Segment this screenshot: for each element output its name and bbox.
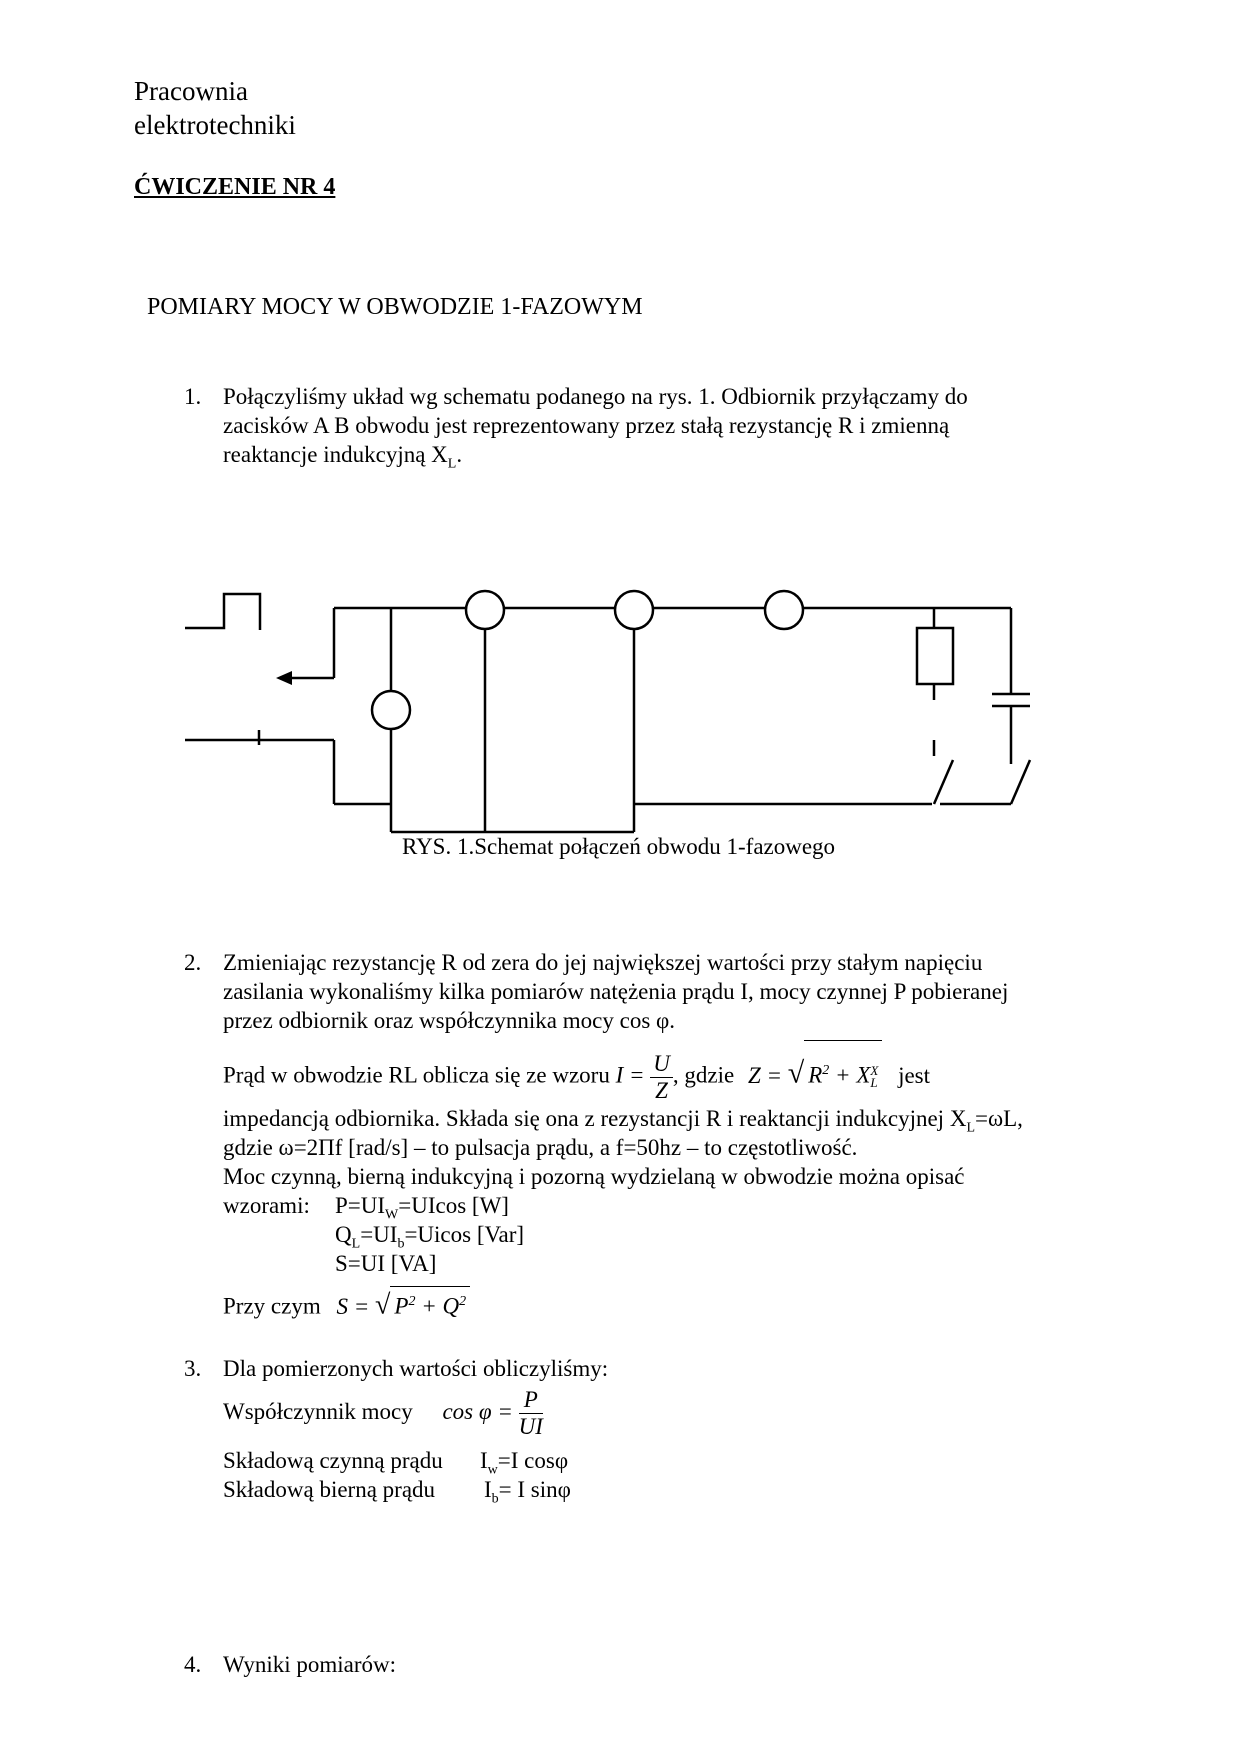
- current-formula-line: Prąd w obwodzie RL oblicza się ze wzoru I = $\frac{U}{Z}$ , gdzie Z = √ $R^2 + X$ X L jest: [223, 1040, 930, 1106]
- figure-caption: RYS. 1.Schemat połączeń obwodu 1-fazowego: [402, 834, 836, 859]
- apparent-power-sqrt: $P^2 + Q^2$: [390, 1286, 470, 1321]
- p-formula: $P=UI_W=UIcos$ [W]: [335, 1193, 509, 1223]
- resistor-symbol: [917, 628, 953, 684]
- section2-line1: Zmieniając rezystancję R od zera do jej największej wartości przy stałym napięciu: [223, 950, 983, 975]
- section1-line1: Połączyliśmy układ wg schematu podanego na rys. 1. Odbiornik przyłączamy do: [223, 384, 968, 409]
- lab-name-line1: Pracownia: [134, 76, 248, 106]
- section2-line7: Moc czynną, bierną indukcyjną i pozorną wydzielaną w obwodzie można opisać: [223, 1164, 965, 1189]
- meter-circle-3: [765, 591, 803, 629]
- switch-r: [934, 760, 953, 804]
- meter-circle-voltmeter: [372, 691, 410, 729]
- power-factor-line: Współczynnik mocy cos φ = $\frac{P}{UI}$: [223, 1387, 543, 1440]
- section2-number: 2.: [184, 950, 202, 975]
- wzorami-label: wzorami:: [223, 1193, 310, 1218]
- section3-line1: Dla pomierzonych wartości obliczyliśmy:: [223, 1356, 609, 1381]
- exercise-number: ĆWICZENIE NR 4: [134, 174, 336, 200]
- reactive-current-label: Składową bierną prądu: [223, 1477, 436, 1502]
- reactive-current-formula: $I_b= I$ sinφ: [484, 1477, 571, 1507]
- section2-line2: zasilania wykonaliśmy kilka pomiarów natężenia prądu I, mocy czynnej P pobieranej: [223, 979, 1009, 1004]
- meter-circle-1: [466, 591, 504, 629]
- switch-c: [1011, 760, 1030, 804]
- meter-circle-2: [615, 591, 653, 629]
- section3-number: 3.: [184, 1356, 202, 1381]
- section2-line5: impedancją odbiornika. Składa się ona z rezystancji R i reaktancji indukcyjnej $X_L=\omega L$,: [223, 1106, 1023, 1136]
- lab-name-line2: elektrotechniki: [134, 110, 296, 140]
- active-current-formula: $I_w=I$ cosφ: [480, 1448, 569, 1478]
- active-current-label: Składową czynną prądu: [223, 1448, 443, 1473]
- q-formula: $Q_L=UI_b=Uicos$ [Var]: [335, 1222, 525, 1252]
- power-factor-fraction: $\frac{P}{UI}$: [518, 1387, 543, 1440]
- current-fraction: $\frac{U}{Z}$: [650, 1051, 673, 1104]
- source-terminal-top: [185, 594, 260, 630]
- section4-number: 4.: [184, 1652, 202, 1677]
- impedance-sqrt: $R^2 + X$ X L: [804, 1040, 882, 1106]
- document-title: POMIARY MOCY W OBWODZIE 1-FAZOWYM: [147, 294, 643, 320]
- section4-line1: Wyniki pomiarów:: [223, 1652, 397, 1677]
- section1-line3: reaktancje indukcyjną $X_L$.: [223, 442, 463, 472]
- section1-line2: zacisków A B obwodu jest reprezentowany przez stałą rezystancję R i zmienną: [223, 413, 950, 438]
- section1-number: 1.: [184, 384, 202, 409]
- section2-line6: gdzie ω=2Πf [rad/s] – to pulsacja prądu, a f=50hz – to częstotliwość.: [223, 1135, 858, 1160]
- arrow-head: [276, 671, 292, 685]
- s-formula: S=UI [VA]: [335, 1251, 437, 1276]
- section2-line3: przez odbiornik oraz współczynnika mocy cos φ.: [223, 1008, 676, 1033]
- przy-czym-line: Przy czym S = √ $P^2 + Q^2$: [223, 1286, 470, 1321]
